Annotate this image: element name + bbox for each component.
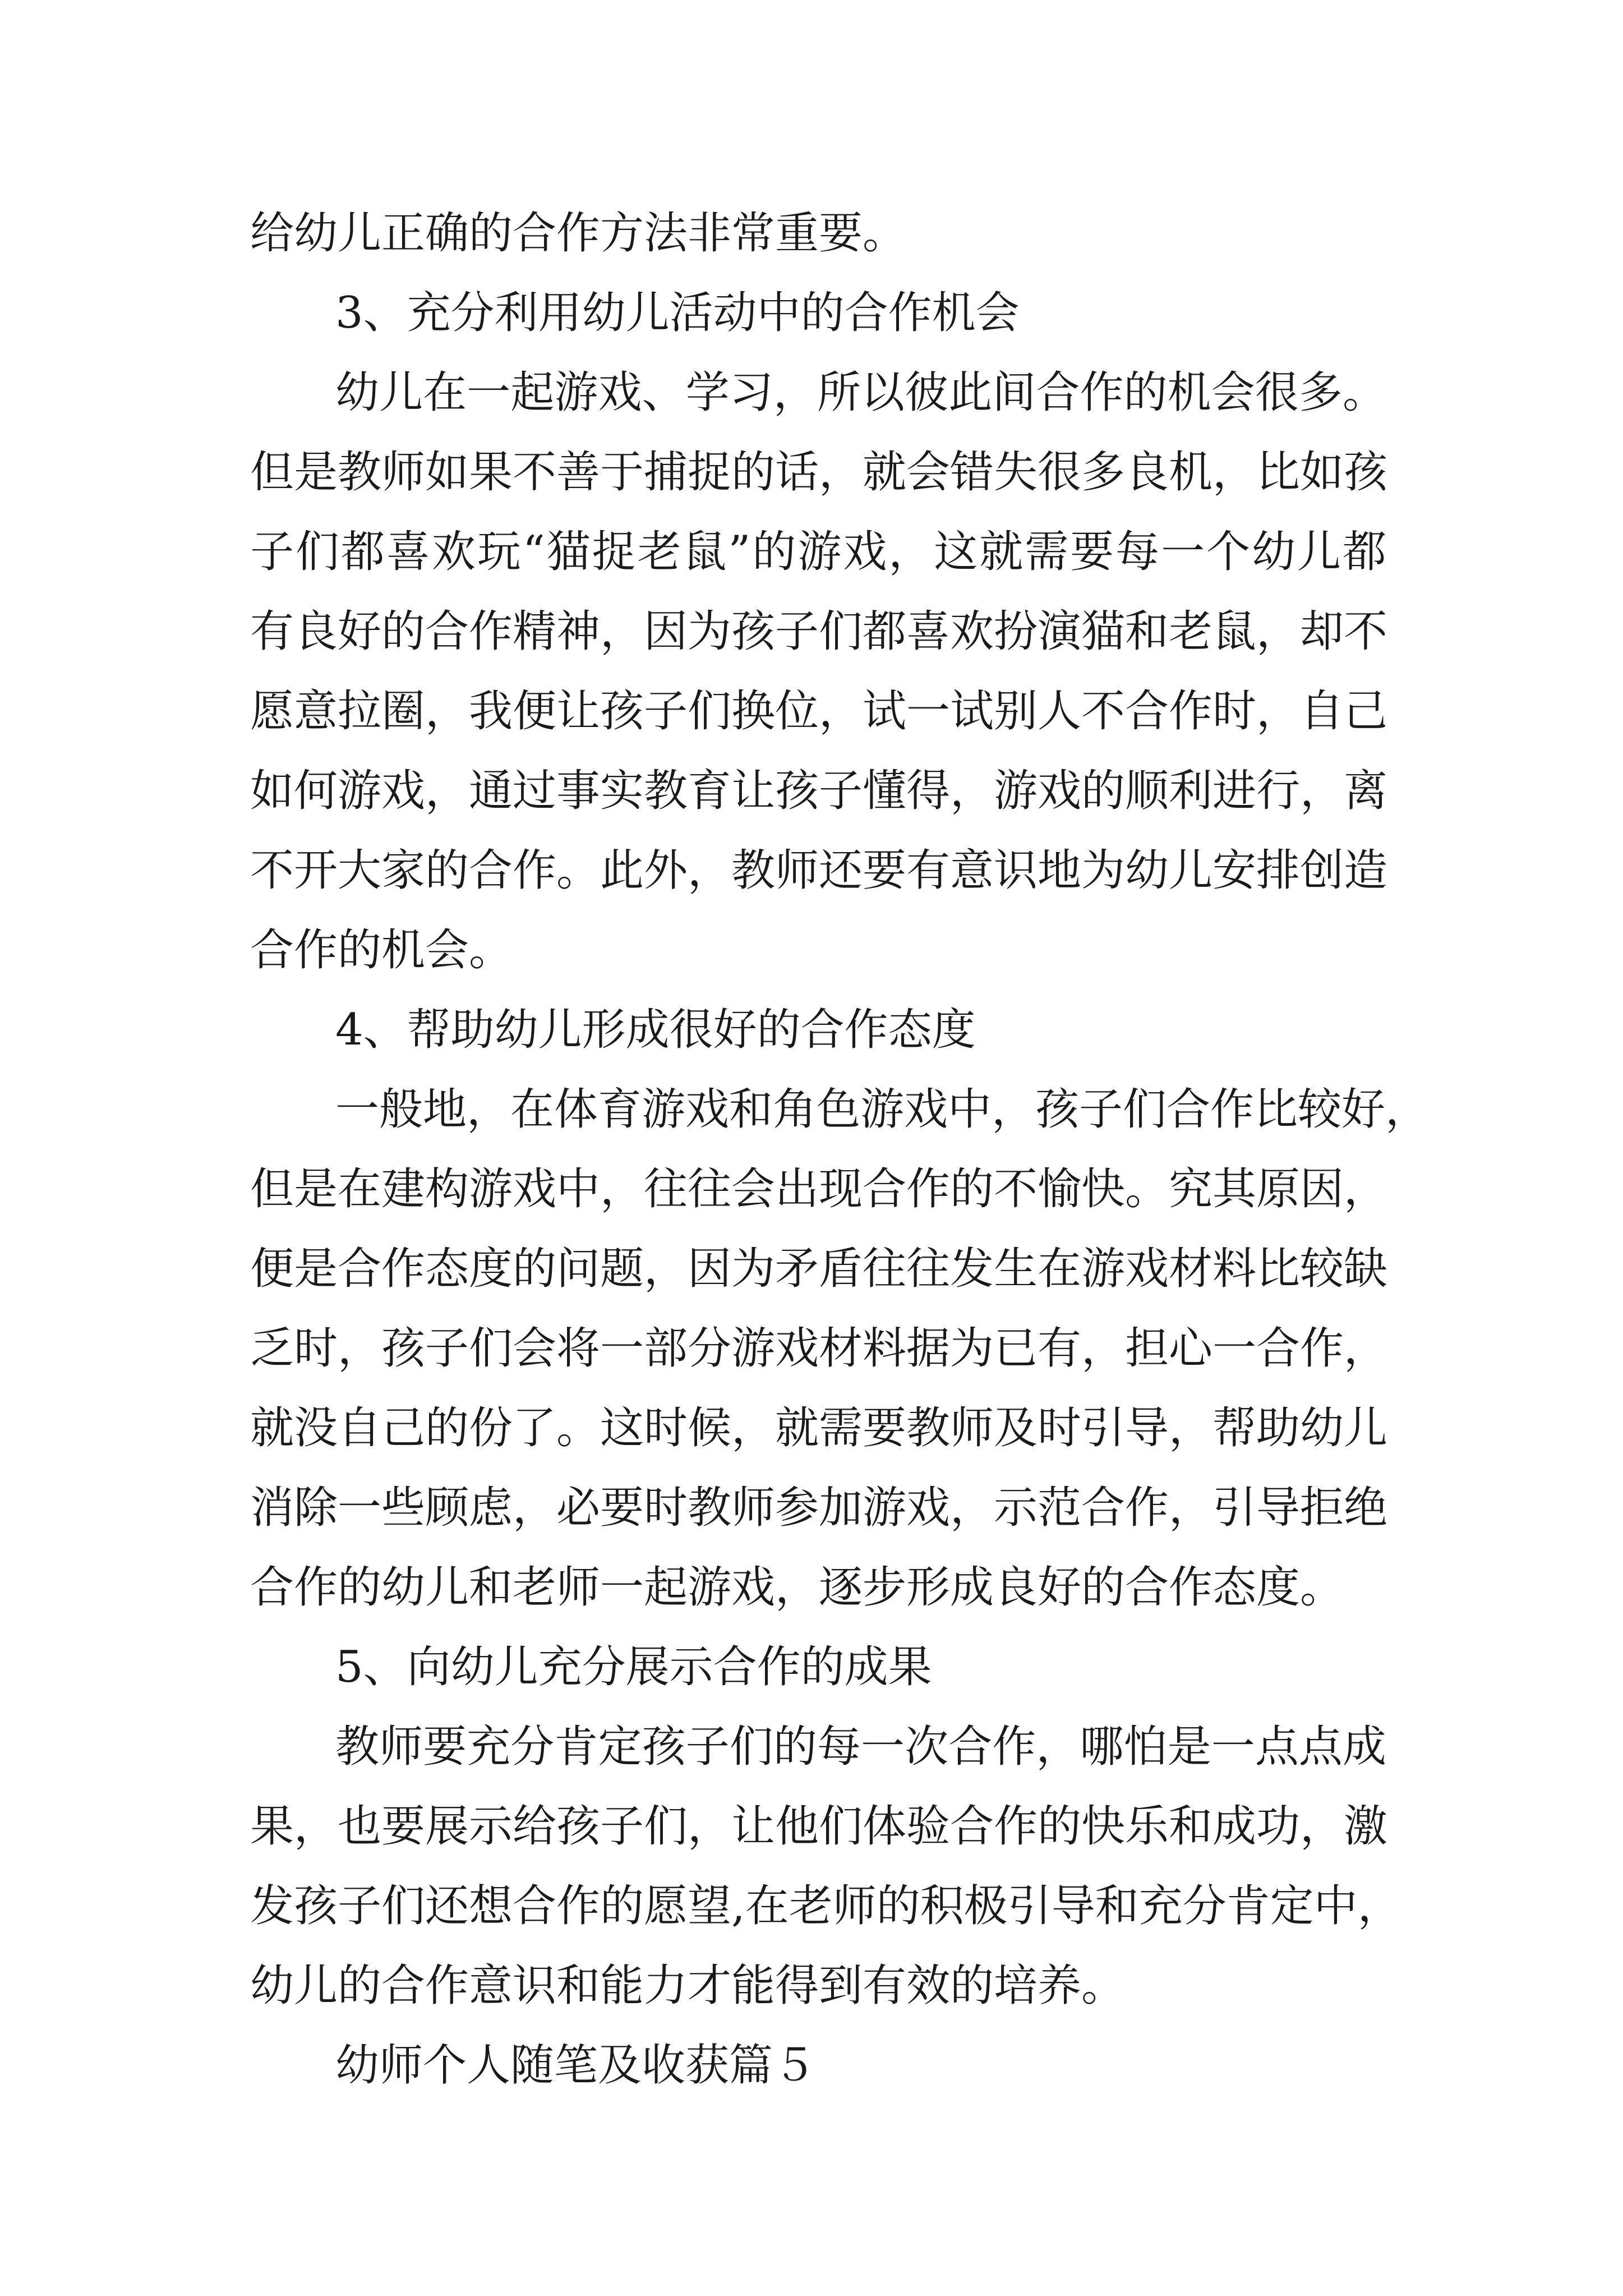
paragraph-line: 教师要充分肯定孩子们的每一次合作，哪怕是一点点成 bbox=[335, 1722, 1386, 1772]
paragraph-line: 愿意拉圈，我便让孩子们换位，试一试别人不合作时，自己 bbox=[250, 686, 1388, 737]
paragraph-line: 合作的幼儿和老师一起游戏，逐步形成良好的合作态度。 bbox=[250, 1562, 1344, 1613]
paragraph-line: 幼儿在一起游戏、学习，所以彼此间合作的机会很多。 bbox=[335, 367, 1386, 418]
paragraph-line: 发孩子们还想合作的愿望,在老师的积极引导和充分肯定中， bbox=[250, 1881, 1401, 1931]
paragraph-line: 便是合作态度的问题，因为矛盾往往发生在游戏材料比较缺 bbox=[250, 1244, 1388, 1294]
paragraph-line: 一般地，在体育游戏和角色游戏中，孩子们合作比较好， bbox=[335, 1084, 1430, 1135]
paragraph-line: 幼儿的合作意识和能力才能得到有效的培养。 bbox=[250, 1961, 1126, 2011]
paragraph-line: 不开大家的合作。此外，教师还要有意识地为幼儿安排创造 bbox=[250, 845, 1388, 896]
paragraph-line: 如何游戏，通过事实教育让孩子懂得，游戏的顺利进行，离 bbox=[250, 766, 1388, 816]
paragraph-line: 消除一些顾虑，必要时教师参加游戏，示范合作，引导拒绝 bbox=[250, 1483, 1388, 1533]
section-heading: 4、帮助幼儿形成很好的合作态度 bbox=[335, 1005, 976, 1055]
article-title: 幼师个人随笔及收获篇５ bbox=[335, 2040, 817, 2091]
paragraph-line: 就没自己的份了。这时候，就需要教师及时引导，帮助幼儿 bbox=[250, 1403, 1388, 1453]
paragraph-line: 但是教师如果不善于捕捉的话，就会错失很多良机，比如孩 bbox=[250, 447, 1388, 498]
section-heading: 5、向幼儿充分展示合作的成果 bbox=[335, 1642, 932, 1692]
paragraph-line: 合作的机会。 bbox=[250, 925, 513, 976]
section-heading: 3、充分利用幼儿活动中的合作机会 bbox=[335, 288, 1020, 338]
paragraph-line: 有良好的合作精神，因为孩子们都喜欢扮演猫和老鼠，却不 bbox=[250, 606, 1388, 657]
paragraph-line: 给幼儿正确的合作方法非常重要。 bbox=[250, 208, 907, 259]
paragraph-line: 子们都喜欢玩“猫捉老鼠”的游戏，这就需要每一个幼儿都 bbox=[250, 527, 1386, 577]
paragraph-line: 乏时，孩子们会将一部分游戏材料据为已有，担心一合作， bbox=[250, 1323, 1388, 1374]
paragraph-line: 果，也要展示给孩子们，让他们体验合作的快乐和成功，激 bbox=[250, 1801, 1388, 1852]
paragraph-line: 但是在建构游戏中，往往会出现合作的不愉快。究其原因， bbox=[250, 1164, 1388, 1214]
